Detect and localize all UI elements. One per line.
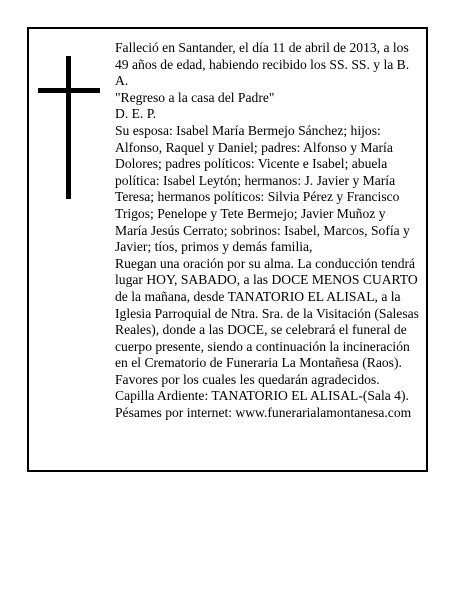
obituary-notice: [27, 27, 428, 472]
latin-cross-icon: [38, 56, 100, 199]
death-announcement: Falleció en Santander, el día 11 de abril de 2013, a los 49 años de edad, habiendo recibido los SS. SS. y la B. A.: [115, 40, 410, 89]
thanks-line: Favores por los cuales les quedarán agradecidos.: [115, 371, 380, 387]
obituary-text: [115, 40, 421, 422]
condolences-line: Pésames por internet: www.funerarialamontanesa.com: [115, 405, 412, 421]
family-list: Su esposa: Isabel María Bermejo Sánchez; hijos: Alfonso, Raquel y Daniel; padres: Alfonso y María Dolores; padres políticos: Vicente e Isabel; abuela política: Isabel Leytón; hermanos: J. Javier y María Teresa; hermanos políticos: Silvia Pérez y Francisco Trigos; Penelope y Tete Bermejo; Javier Muñoz y María Jesús Cerrato; sobrinos: Isabel, Marcos, Sofía y Javier; tíos, primos y demás familia,: [115, 122, 410, 255]
rip-line: D. E. P.: [115, 106, 157, 122]
quote-line: "Regreso a la casa del Padre": [115, 89, 275, 105]
cross-vertical-bar: [66, 56, 71, 199]
chapel-line: Capilla Ardiente: TANATORIO EL ALISAL-(Sala 4).: [115, 388, 409, 404]
cross-horizontal-bar: [38, 88, 100, 93]
ceremony-details: Ruegan una oración por su alma. La conducción tendrá lugar HOY, SABADO, a las DOCE MENOS CUARTO de la mañana, desde TANATORIO EL ALISAL, a la Iglesia Parroquial de Ntra. Sra. de la Visitación (Salesas Reales), donde a las DOCE, se celebrará el funeral de cuerpo presente, siendo a continuación la incineración en el Crematorio de Funeraria La Montañesa (Raos).: [115, 255, 419, 371]
